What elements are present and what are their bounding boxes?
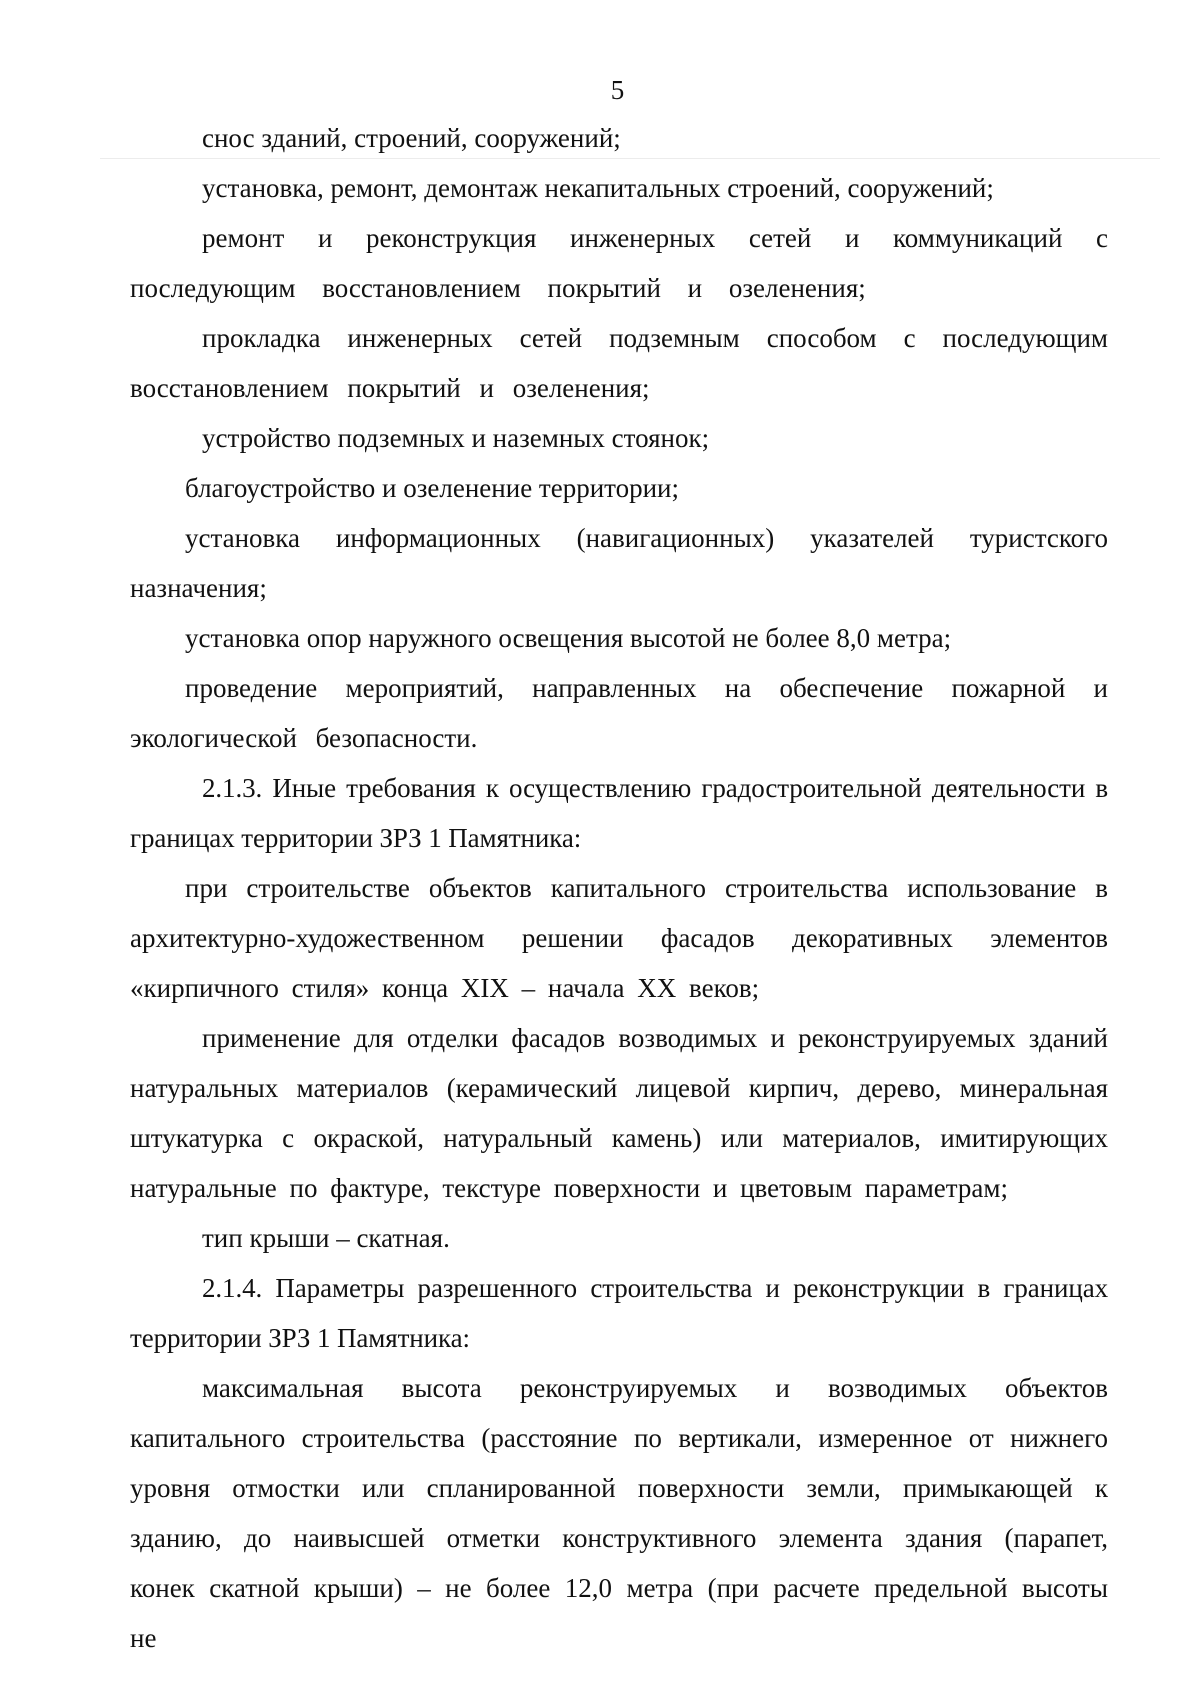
page-number: 5	[610, 75, 625, 105]
paragraph-brick-style: при строительстве объектов капитального строительства использование в архитектурно-художественном решении фасадов декоративных элементов «кирпичного стиля» конца XIX – начала XX веков;	[130, 873, 1108, 1003]
paragraph-demolition: снос зданий, строений, сооружений;	[202, 123, 621, 153]
document-body	[130, 113, 1108, 1663]
paragraph-network-repair: ремонт и реконструкция инженерных сетей и коммуникаций с последующим восстановлением покрытий и озеленения;	[130, 223, 1108, 303]
paragraph-facade-materials: применение для отделки фасадов возводимых и реконструируемых зданий натуральных материалов (керамический лицевой кирпич, дерево, минеральная штукатурка с окраской, натуральный камень) или материалов, имитирующих натуральные по фактуре, текстуре поверхности и цветовым параметрам;	[130, 1023, 1108, 1203]
section-2-1-3-heading: 2.1.3. Иные требования к осуществлению градостроительной деятельности в границах территории ЗРЗ 1 Памятника:	[130, 773, 1108, 853]
paragraph-roof-type: тип крыши – скатная.	[202, 1223, 450, 1253]
paragraph-landscaping: благоустройство и озеленение территории;	[185, 473, 680, 503]
paragraph-safety-measures: проведение мероприятий, направленных на обеспечение пожарной и экологической безопасности.	[130, 673, 1108, 753]
paragraph-max-height: максимальная высота реконструируемых и возводимых объектов капитального строительства (расстояние по вертикали, измеренное от нижнего уровня отмостки или спланированной поверхности земли, примыкающей к зданию, до наивысшей отметки конструктивного элемента здания (парапет, конек скатной крыши) – не более 12,0 метра (при расчете предельной высоты не	[130, 1373, 1108, 1653]
section-2-1-4-heading: 2.1.4. Параметры разрешенного строительства и реконструкции в границах территории ЗРЗ 1 Памятника:	[130, 1273, 1108, 1353]
paragraph-installation-repair: установка, ремонт, демонтаж некапитальных строений, сооружений;	[202, 173, 994, 203]
paragraph-lighting-poles: установка опор наружного освещения высотой не более 8,0 метра;	[185, 623, 952, 653]
paragraph-underground-laying: прокладка инженерных сетей подземным способом с последующим восстановлением покрытий и озеленения;	[130, 323, 1108, 403]
paragraph-parking: устройство подземных и наземных стоянок;	[202, 423, 710, 453]
paragraph-tourist-signs: установка информационных (навигационных) указателей туристского назначения;	[130, 523, 1108, 603]
